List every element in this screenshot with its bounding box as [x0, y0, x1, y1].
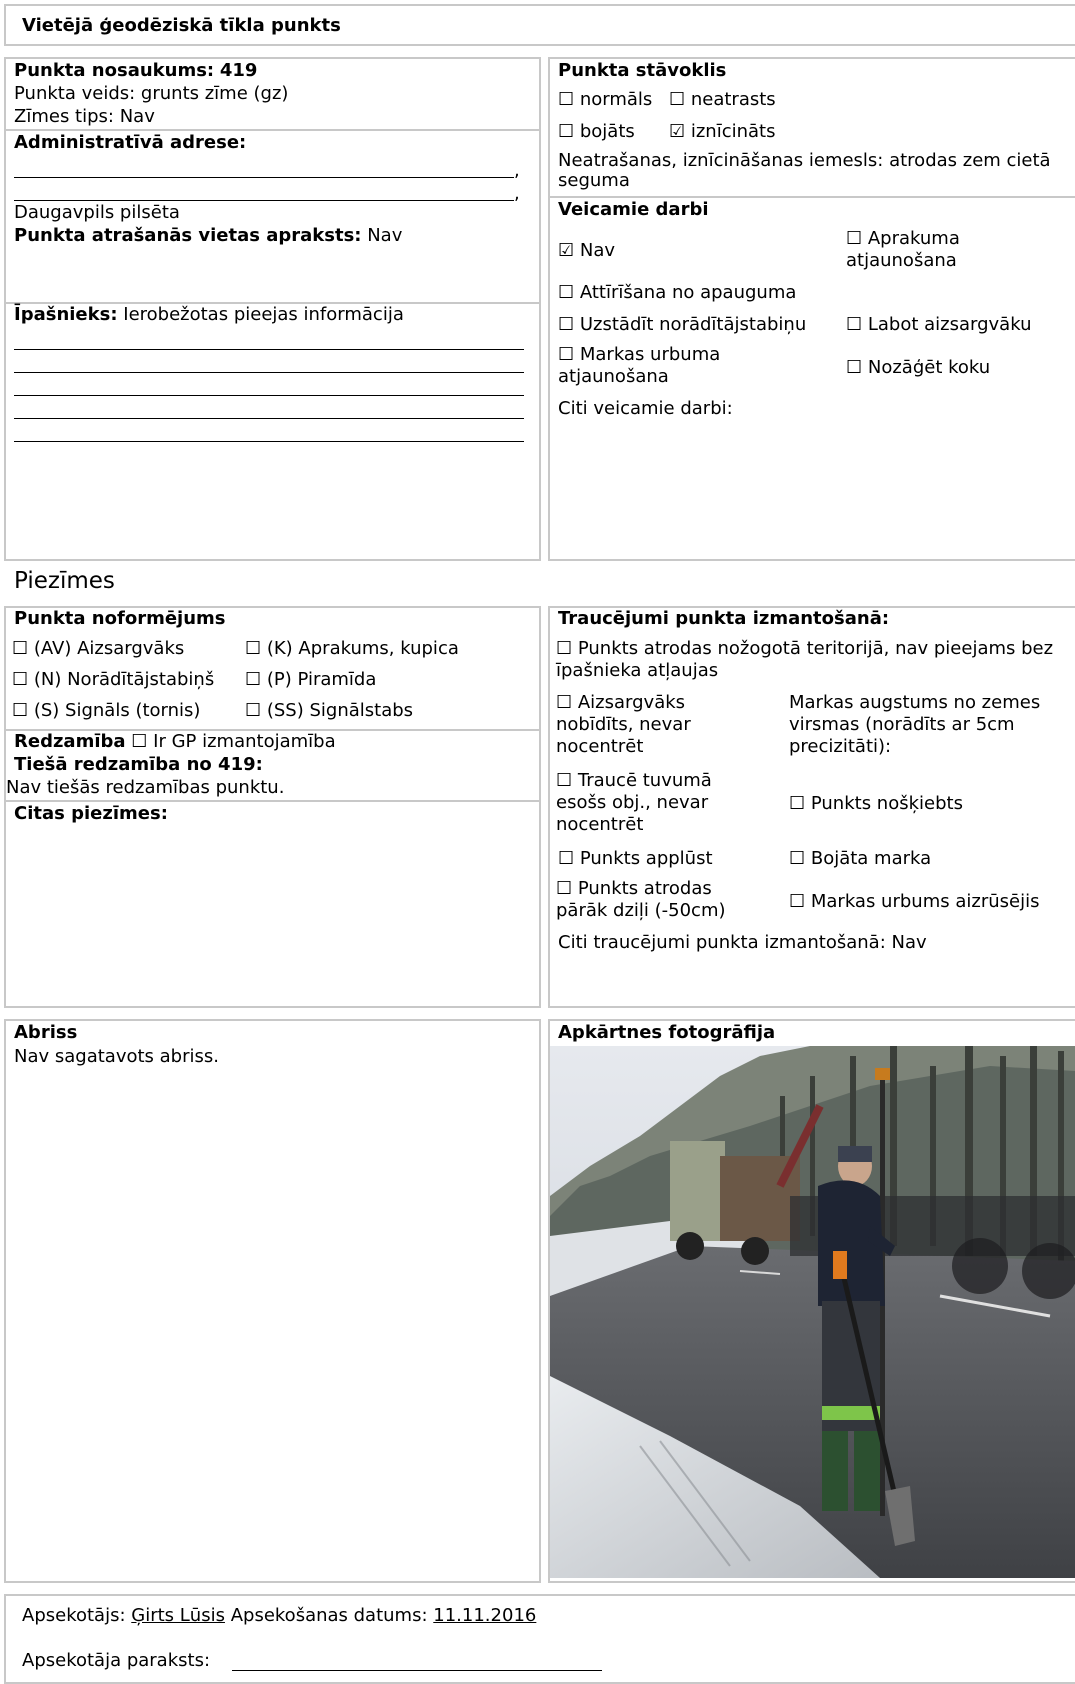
owner-line-4	[14, 418, 524, 419]
state-title: Punkta stāvoklis	[558, 60, 727, 81]
state-destroyed-checkbox[interactable]: ☑ iznīcināts	[669, 121, 776, 142]
works-other: Citi veicamie darbi:	[558, 398, 733, 419]
obstacle-silted-checkbox[interactable]: ☐ Markas urbums aizrūsējis	[789, 891, 1040, 912]
works-burial-renew-checkbox[interactable]: ☐ Aprakuma atjaunošana	[846, 228, 960, 271]
owner-line-5	[14, 441, 524, 442]
location-label: Punkta atrašanās vietas apraksts:	[14, 225, 362, 246]
address-comma-2: ,	[514, 183, 520, 204]
works-title: Veicamie darbi	[558, 199, 709, 220]
state-damaged-checkbox[interactable]: ☐ bojāts	[558, 121, 635, 142]
works-fix-guard-checkbox[interactable]: ☐ Labot aizsargvāku	[846, 314, 1032, 335]
mark-type-label: Zīmes tips:	[14, 106, 114, 127]
design-n-checkbox[interactable]: ☐ (N) Norādītājstabiņš	[12, 669, 215, 690]
point-type	[14, 83, 288, 105]
obstacle-private-checkbox[interactable]: ☐ Punkts atrodas nožogotā teritorijā, nav pieejams bez īpašnieka atļaujas	[556, 638, 1054, 681]
address-comma-1: ,	[514, 160, 520, 181]
abriss-text: Nav sagatavots abriss.	[14, 1046, 219, 1067]
abriss-panel	[4, 1019, 541, 1583]
mark-type	[14, 106, 155, 128]
date-label: Apsekošanas datums:	[230, 1605, 428, 1626]
obstacle-damaged-mark-checkbox[interactable]: ☐ Bojāta marka	[789, 848, 932, 869]
obstacles-title: Traucējumi punkta izmantošanā:	[558, 608, 890, 629]
date-value: 11.11.2016	[433, 1605, 537, 1626]
owner-label: Īpašnieks:	[14, 304, 118, 325]
obstacle-flooded-checkbox[interactable]: ☐ Punkts applūst	[558, 848, 713, 869]
design-title: Punkta noformējums	[14, 608, 226, 629]
divider	[6, 129, 539, 131]
direct-visibility-label: Tiešā redzamība no 419:	[14, 754, 263, 775]
state-not-found-checkbox[interactable]: ☐ neatrasts	[669, 89, 776, 110]
works-none-checkbox[interactable]: ☑ Nav	[558, 240, 616, 261]
state-reason: Neatrašanas, iznīcināšanas iemesls: atrodas zem cietā seguma	[558, 150, 1051, 191]
obstacle-guard-moved-checkbox[interactable]: ☐ Aizsargvāks nobīdīts, nevar nocentrēt	[556, 692, 691, 757]
divider	[550, 196, 1075, 198]
signature-line	[232, 1670, 602, 1671]
state-normal-checkbox[interactable]: ☐ normāls	[558, 89, 653, 110]
location-description	[14, 225, 402, 247]
point-type-value: grunts zīme (gz)	[140, 83, 289, 104]
admin-city: Daugavpils pilsēta	[14, 202, 180, 223]
inspector-row	[22, 1605, 536, 1627]
owner	[14, 304, 404, 326]
divider	[6, 800, 539, 802]
visibility-row	[14, 731, 336, 753]
admin-address-label: Administratīvā adrese:	[14, 132, 247, 153]
obstacle-nearby-checkbox[interactable]: ☐ Traucē tuvumā esošs obj., nevar nocentrēt	[556, 770, 712, 835]
obstacle-tilted-checkbox[interactable]: ☐ Punkts nošķiebts	[789, 793, 963, 814]
design-av-checkbox[interactable]: ☐ (AV) Aizsargvāks	[12, 638, 185, 659]
surroundings-photo	[550, 1046, 1075, 1578]
obstacles-other: Citi traucējumi punkta izmantošanā: Nav	[558, 932, 927, 953]
owner-line-3	[14, 395, 524, 396]
visibility-label: Redzamība	[14, 731, 126, 752]
design-ss-checkbox[interactable]: ☐ (SS) Signālstabs	[245, 700, 414, 721]
notes-heading: Piezīmes	[14, 568, 115, 594]
works-install-post-checkbox[interactable]: ☐ Uzstādīt norādītājstabiņu	[558, 314, 807, 335]
point-type-label: Punkta veids:	[14, 83, 136, 104]
design-s-checkbox[interactable]: ☐ (S) Signāls (tornis)	[12, 700, 201, 721]
design-p-checkbox[interactable]: ☐ (P) Piramīda	[245, 669, 377, 690]
point-name-label: Punkta nosaukums:	[14, 60, 215, 81]
signature-label: Apsekotāja paraksts:	[22, 1650, 211, 1671]
abriss-title: Abriss	[14, 1022, 78, 1043]
owner-line-1	[14, 349, 524, 350]
mark-type-value: Nav	[119, 106, 155, 127]
inspector-name: Ģirts Lūsis	[131, 1605, 225, 1626]
point-name	[14, 60, 257, 82]
gp-checkbox[interactable]: ☐ Ir GP izmantojamība	[131, 731, 336, 752]
obstacle-too-deep-checkbox[interactable]: ☐ Punkts atrodas pārāk dziļi (-50cm)	[556, 878, 726, 921]
inspector-label: Apsekotājs:	[22, 1605, 126, 1626]
works-drill-renew-checkbox[interactable]: ☐ Markas urbuma atjaunošana	[558, 344, 721, 387]
mark-height-label: Markas augstums no zemes virsmas (norādīts ar 5cm precizitāti):	[789, 692, 1041, 757]
address-line-1	[14, 177, 514, 178]
point-name-value: 419	[219, 60, 258, 81]
owner-value: Ierobežotas pieejas informācija	[123, 304, 404, 325]
design-k-checkbox[interactable]: ☐ (K) Aprakums, kupica	[245, 638, 459, 659]
owner-line-2	[14, 372, 524, 373]
address-line-2	[14, 200, 514, 201]
other-notes-label: Citas piezīmes:	[14, 803, 168, 824]
page-title: Vietējā ģeodēziskā tīkla punkts	[22, 15, 341, 36]
works-clean-checkbox[interactable]: ☐ Attīrīšana no apauguma	[558, 282, 797, 303]
works-cut-tree-checkbox[interactable]: ☐ Nozāģēt koku	[846, 357, 991, 378]
photo-title: Apkārtnes fotogrāfija	[558, 1022, 776, 1043]
direct-visibility-value: Nav tiešās redzamības punktu.	[6, 777, 285, 798]
location-value: Nav	[367, 225, 403, 246]
